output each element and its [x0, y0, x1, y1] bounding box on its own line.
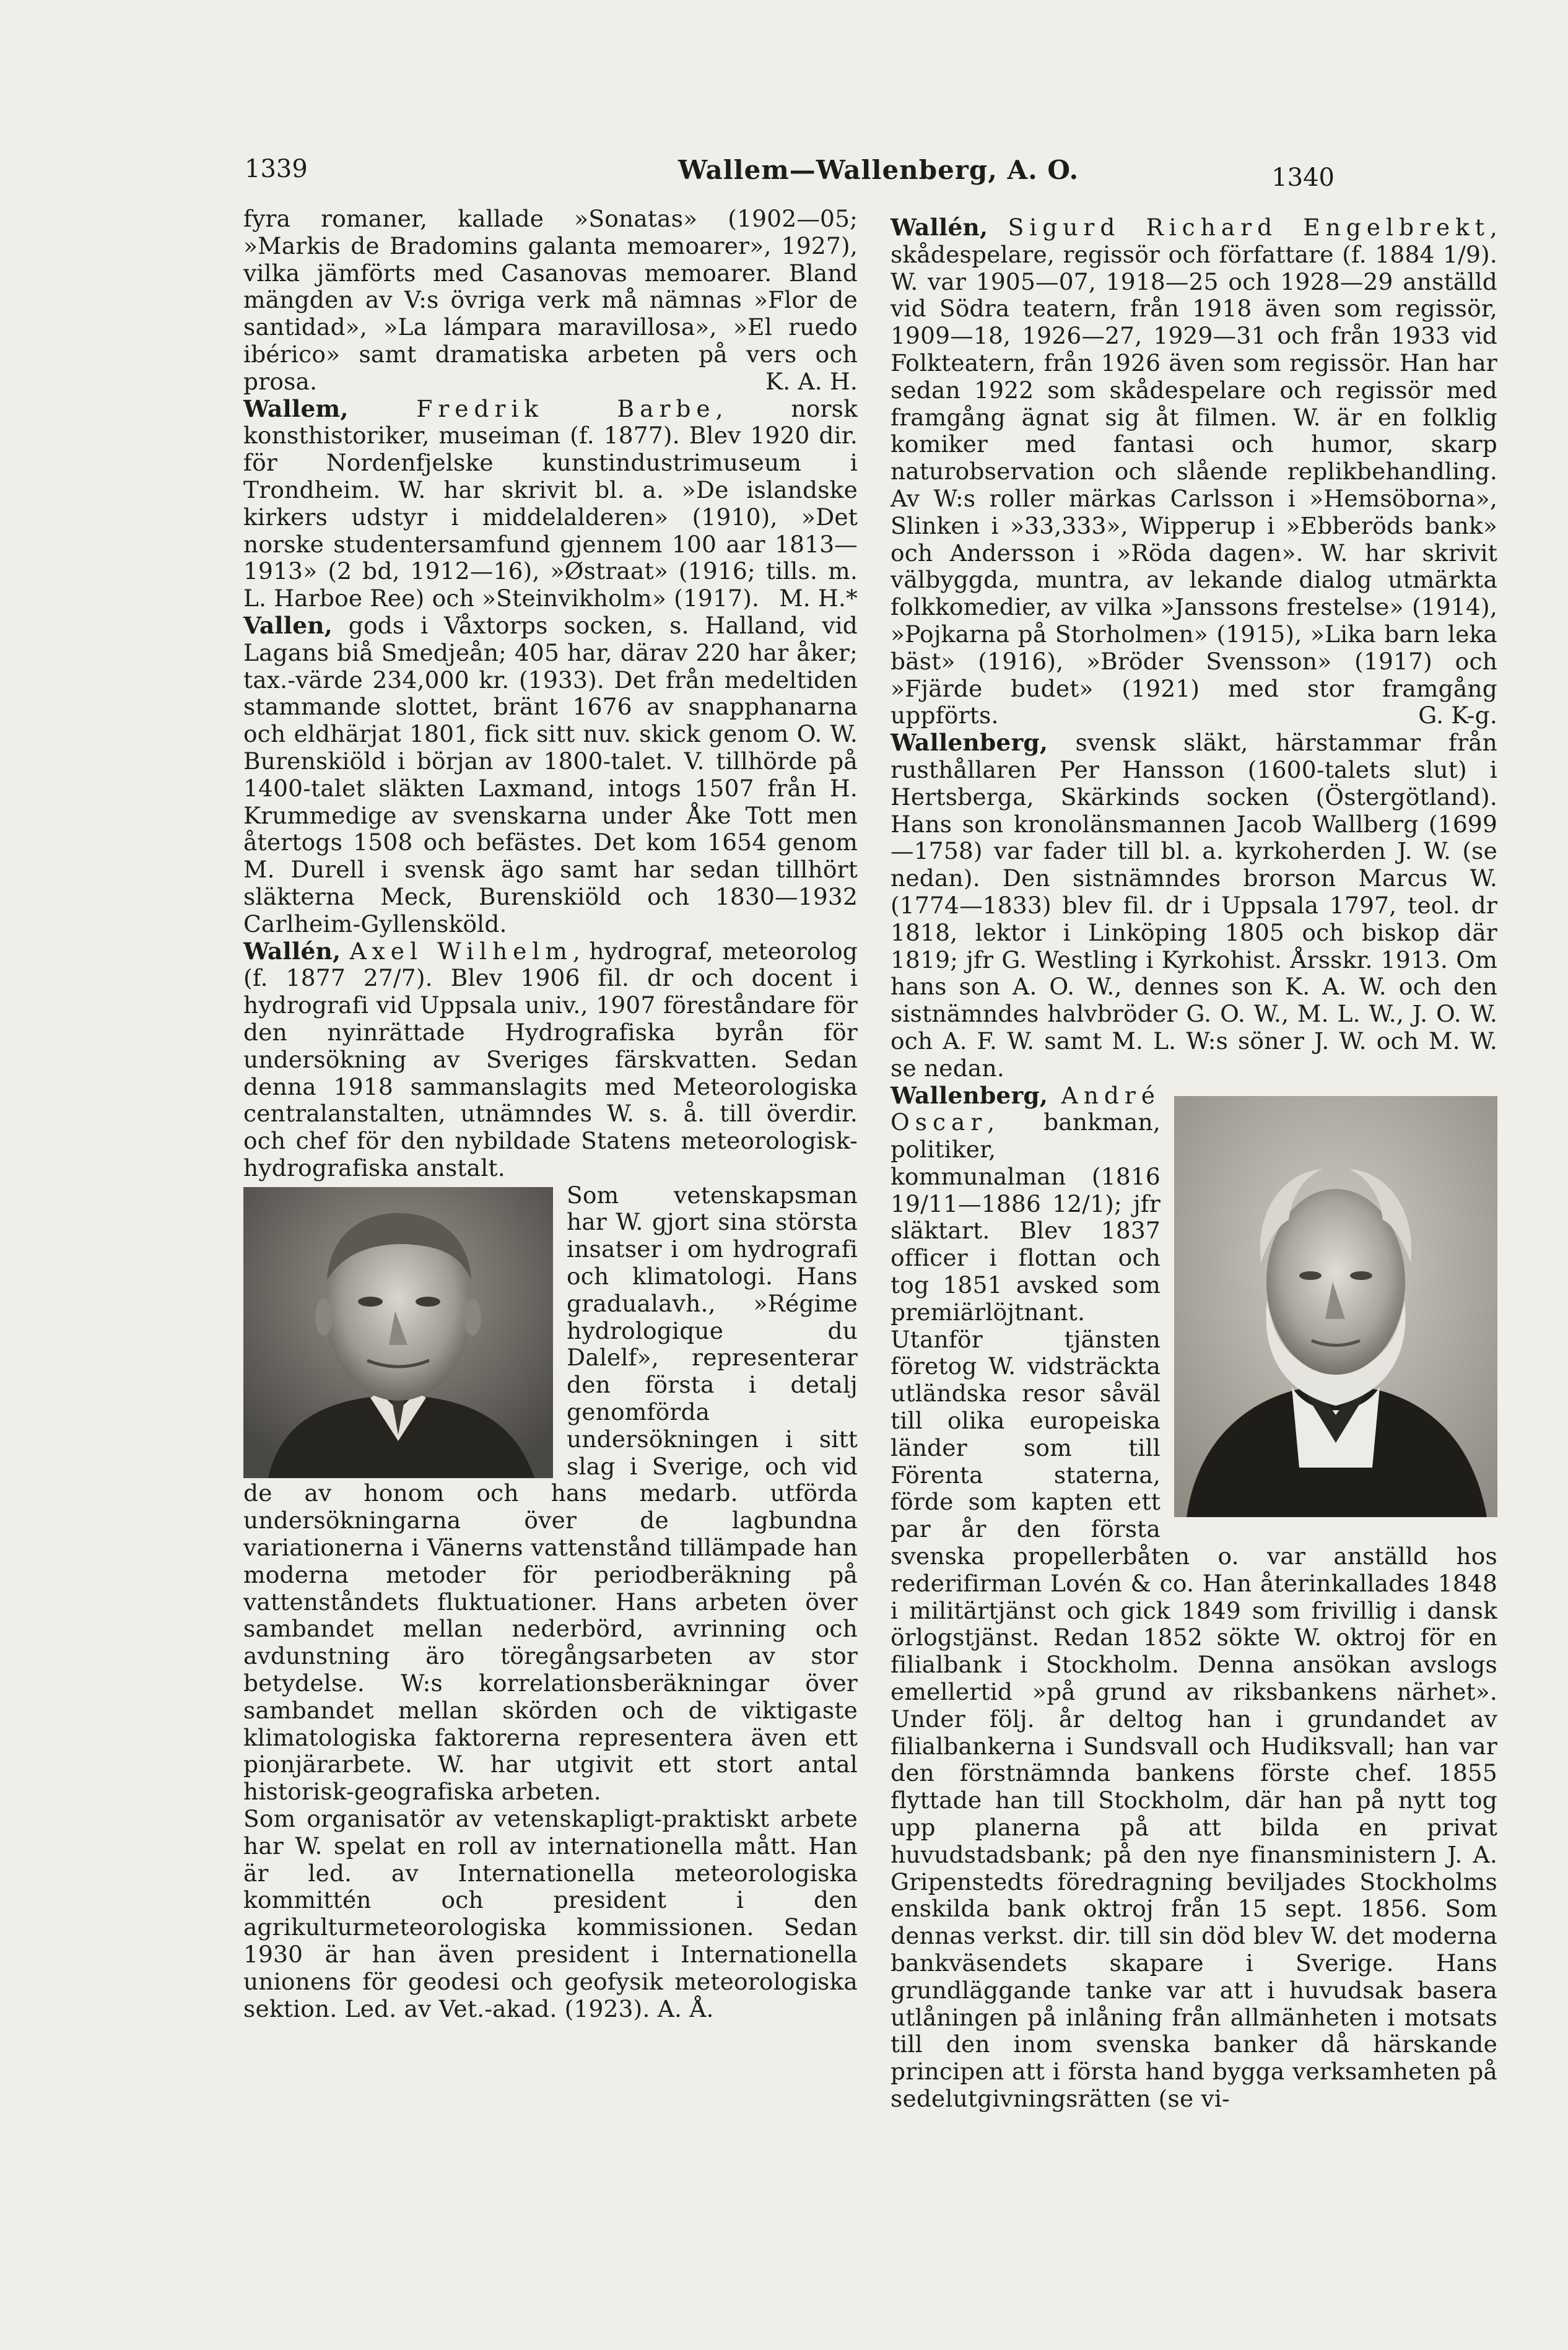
headword: Vallen, [243, 611, 333, 639]
article-text: , bankman, politiker, kommunalman (1816 19/11—1886 12/1); jfr släktart. Blev 1837 officer i flottan och tog 1851 avsked som premiärlöjtnant. Utanför tjänsten företog W. vidsträckta utländska resor såväl till olika europeiska länder som till Förenta staterna, förde som kapten ett par år den första svenska propellerbåten o. var anställd hos rederifirman Lovén & co. Han återinkallades 1848 i militärtjänst och gick 1849 som frivillig i dansk örlogstjänst. Redan 1852 sökte W. oktroj för en filialbank i Stockholm. Denna ansökan avslogs emellertid »på grund av riksbankens närhet». Under följ. år deltog han i grundandet av filialbankerna i Sundsvall och Hudiksvall; han var den förstnämnda bankens förste chef. 1855 flyttade han till Stockholm, där han på nytt tog upp planerna på att bilda en privat huvudstadsbank; på den nye finansministern J. A. Gripenstedts föredragning beviljades Stockholms enskilda bank oktroj från 15 sept. 1856. Som dennas verkst. dir. till sin död blev W. det moderna bankväsendets skapare i Sverige. Hans grundläggande tanke var att i huvudsak basera utlåningen på inlåning från allmänheten i motsats till den inom svenska banker då härskande principen att i första hand bygga verksamheten på sedelutgivningsrätten (se vi- [891, 1108, 1497, 2112]
article-wallem [243, 396, 858, 612]
portrait-axel-wallen [243, 1187, 553, 1478]
portrait-photo-left [243, 1187, 553, 1478]
page-number-right: 1340 [1271, 163, 1335, 192]
author-signature: M. H.* [779, 585, 858, 612]
headword: Wallén, [891, 214, 988, 241]
article-wallen-sigurd [891, 214, 1497, 729]
article-text: Som vetenskapsman har W. gjort sina största insatser i om hydrografi och klimatologi. Hans gradualavh., »Régime hydrologique du Dalelf», representerar den första i detalj genomförda undersökningen i sitt slag i Sverige, och vid de av honom och hans medarb. utförda undersökningarna över de lagbundna variationerna i Vänerns vattenstånd tillämpade han moderna metoder för periodberäkning på vattenståndets fluktuationer. Hans arbeten över sambandet mellan nederbörd, avrinning och avdunstning äro töregångsarbeten av stor betydelse. W:s korrelationsberäkningar över sambandet mellan skörden och de viktigaste klimatologiska faktorerna representera även ett pionjärarbete. W. har utgivit ett stort antal historisk-geografiska arbeten. [243, 1181, 858, 1806]
person-name: Fredrik Barbe [416, 394, 716, 422]
article-wallen-axel [243, 938, 858, 1182]
author-signature: K. A. H. [765, 367, 858, 395]
left-column [243, 206, 858, 2022]
author-signature: A. Å. [657, 1995, 714, 2022]
headword: Wallenberg, [891, 729, 1048, 757]
person-name: André Oscar [891, 1081, 1161, 1136]
headword: Wallem, [243, 394, 349, 422]
portrait-photo-right [1174, 1096, 1497, 1517]
article-text: gods i Våxtorps socken, s. Halland, vid Lagans biå Smedjeån; 405 har, därav 220 har åker; tax.-värde 234,000 kr. (1933). Det från medeltiden stammande slottet, bränt 1676 av snapphanarna och eldhärjat 1801, fick sitt nuv. skick genom O. W. Burenskiöld i början av 1800-talet. V. tillhörde på 1400-talet släkten Laxmand, intogs 1507 från H. Krummedige av svenskarna under Åke Tott men återtogs 1508 och befästes. Det kom 1654 genom M. Durell i svensk ägo samt har sedan tillhört släkterna Meck, Burenskiöld och 1830—1932 Carlheim-Gyllensköld. [243, 611, 858, 938]
person-name: Axel Wilhelm [349, 937, 573, 965]
right-column [891, 214, 1497, 2113]
article-vallen [243, 612, 858, 938]
article-valle-inclan-end [243, 206, 858, 396]
running-title: Wallem—Wallenberg, A. O. [678, 155, 1079, 185]
article-wallenberg-family [891, 729, 1497, 1082]
article-text: svensk släkt, härstammar från rusthållaren Per Hansson (1600-talets slut) i Hertsberga, Skärkinds socken (Östergötland). Hans son kronolänsmannen Jacob Wallberg (1699—1758) var fader till bl. a. kyrkoherden J. W. (se nedan). Den sistnämndes brorson Marcus W. (1774—1833) blev fil. dr i Uppsala 1797, teol. dr 1818, lektor i Linköping 1805 och biskop där 1819; jfr G. Westling i Kyrkohist. Årsskr. 1913. Om hans son A. O. W., dennes son K. A. W. och den sistnämndes halvbröder G. O. W., M. L. W., J. O. W. och A. F. W. samt M. L. W:s söner J. W. och M. W. se nedan. [891, 729, 1497, 1082]
article-text: , norsk konsthistoriker, museiman (f. 1877). Blev 1920 dir. för Nordenfjelske kunstindustrimuseum i Trondheim. W. har skrivit bl. a. »De islandske kirkers udstyr i middelalderen» (1910), »Det norske studentersamfund gjennem 100 aar 1813—1913» (2 bd, 1912—16), »Østraat» (1916; tills. m. L. Harboe Ree) och »Steinvikholm» (1917). [243, 394, 858, 612]
article-text: , hydrograf, meteorolog (f. 1877 27/7). Blev 1906 fil. dr och docent i hydrografi vid Uppsala univ., 1907 föreståndare för den nyinrättade Hydrografiska byrån för undersökning av Sveriges färskvatten. Sedan denna 1918 sammanslagits med Meteorologiska centralanstalten, utnämndes W. s. å. till överdir. och chef för den nybildade Statens meteorologisk-hydrografiska anstalt. [243, 937, 858, 1182]
person-name: Sigurd Richard Engelbrekt [1008, 214, 1490, 241]
article-text: , skådespelare, regissör och författare (f. 1884 1/9). W. var 1905—07, 1918—25 och 1928—29 anställd vid Södra teatern, från 1918 även som regissör, 1909—18, 1926—27, 1929—31 och från 1933 vid Folkteatern, från 1926 även som regissör. Han har sedan 1922 som skådespelare och regissör med framgång ägnat sig åt filmen. W. är en folklig komiker med fantasi och humor, skarp naturobservation och slående replikbehandling. Av W:s roller märkas Carlsson i »Hemsöborna», Slinken i »33,333», Wipperup i »Ebberöds bank» och Andersson i »Röda dagen». W. har skrivit välbyggda, muntra, av lekande dialog utmärkta folkkomedier, av vilka »Janssons frestelse» (1914), »Pojkarna på Storholmen» (1915), »Lika barn leka bäst» (1916), »Bröder Svensson» (1917) och »Fjärde budet» (1921) med stor framgång uppförts. [891, 214, 1497, 729]
article-text: fyra romaner, kallade »Sonatas» (1902—05; »Markis de Bradomins galanta memoarer», 1927), vilka jämförts med Casanovas memoarer. Bland mängden av V:s övriga verk må nämnas »Flor de santidad», »La lámpara maravillosa», »El ruedo ibérico» samt dramatiska arbeten på vers och prosa. [243, 205, 858, 395]
article-wallen-axel-cont2 [243, 1806, 858, 2022]
page-number-left: 1339 [245, 155, 308, 183]
headword: Wallén, [243, 937, 341, 965]
headword: Wallenberg, [891, 1081, 1048, 1109]
page-header [245, 155, 1335, 192]
portrait-andre-oscar-wallenberg [1174, 1096, 1497, 1517]
author-signature: G. K-g. [1418, 702, 1497, 729]
article-text: Som organisatör av vetenskapligt-praktiskt arbete har W. spelat en roll av internationella mått. Han är led. av Internationella meteorologiska kommittén och president i den agrikulturmeteorologiska kommissionen. Sedan 1930 är han även president i Internationella unionens för geodesi och geofysik meteorologiska sektion. Led. av Vet.-akad. (1923). [243, 1805, 858, 2022]
